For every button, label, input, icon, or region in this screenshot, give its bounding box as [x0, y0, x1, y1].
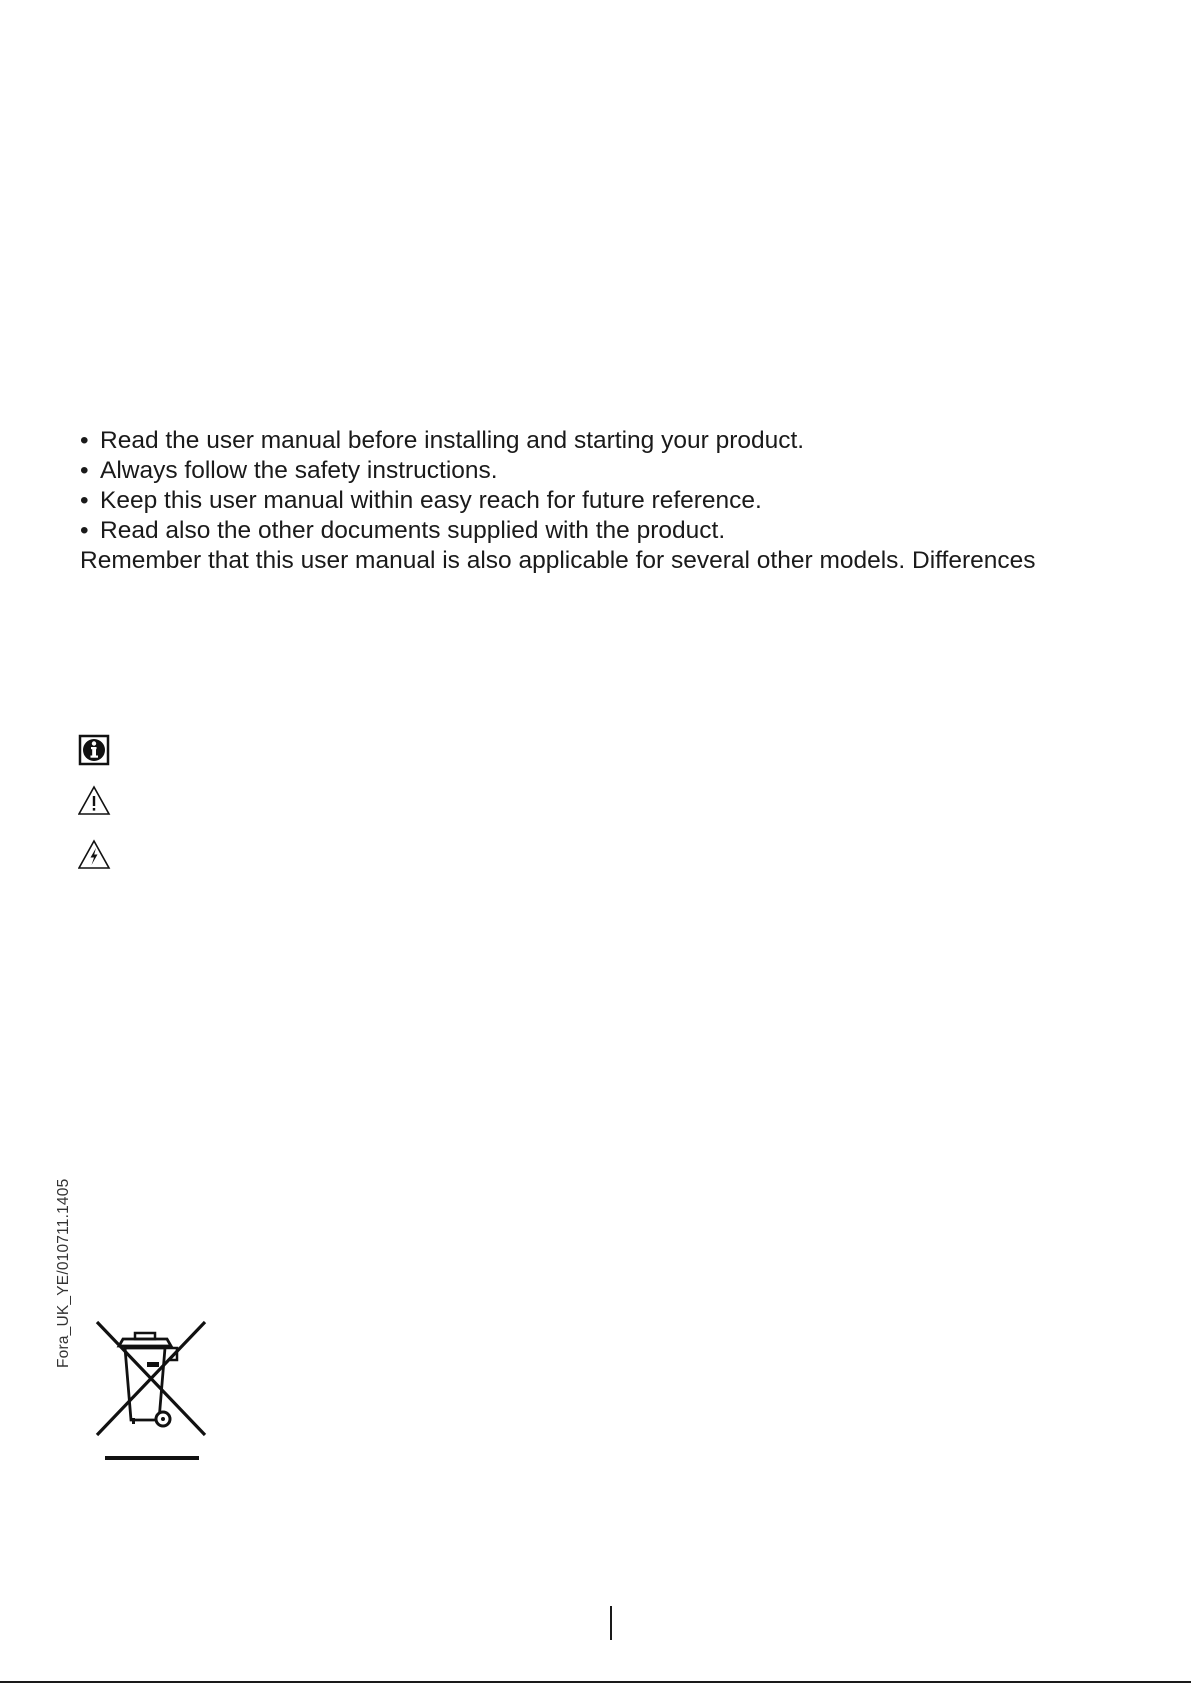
- bullet-text: Always follow the safety instructions.: [100, 457, 498, 484]
- info-icon: [78, 734, 112, 768]
- bullet-glyph: •: [80, 457, 89, 484]
- bullet-item: [80, 516, 1120, 546]
- bullet-text: Keep this user manual within easy reach for future reference.: [100, 487, 762, 514]
- bottom-rule: [0, 1681, 1191, 1683]
- bullet-text: Read the user manual before installing and starting your product.: [100, 427, 805, 454]
- bullet-text: Read also the other documents supplied with the product.: [100, 517, 726, 544]
- warning-icon: [78, 784, 112, 818]
- bullet-item: [80, 456, 1120, 486]
- bullet-glyph: •: [80, 487, 89, 514]
- page-number-divider: [610, 1606, 612, 1640]
- bullet-glyph: •: [80, 427, 89, 454]
- bullet-item: [80, 486, 1120, 516]
- bullet-glyph: •: [80, 517, 89, 544]
- electric-shock-warning-icon: [78, 838, 112, 872]
- intro-bullet-list: [80, 426, 1120, 546]
- bullet-item: [80, 426, 1120, 456]
- crossed-out-wheelie-bin-icon: [95, 1318, 211, 1462]
- document-code: Fora_UK_YE/010711.1405: [55, 1178, 72, 1368]
- models-note: Remember that this user manual is also applicable for several other models. Differences: [80, 547, 1036, 574]
